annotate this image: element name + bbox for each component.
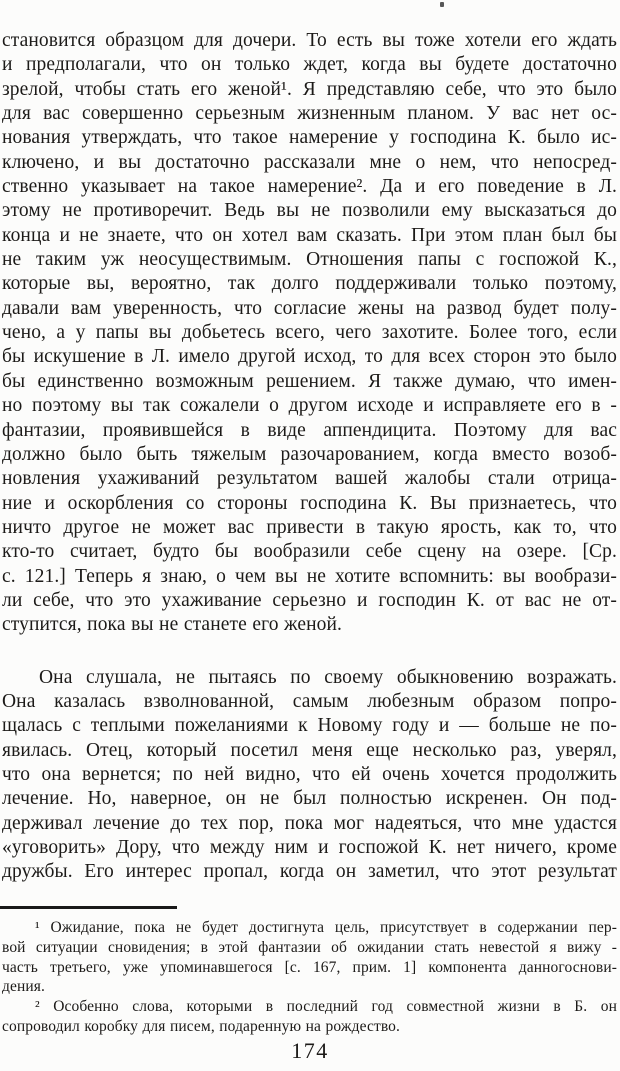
- text-line: и предполагали, что он только ждет, когда вы будете достаточно: [2, 54, 617, 76]
- text-line: конца и не знаете, что он хотел вам сказать. При этом план был бы: [2, 224, 617, 246]
- text-line: не таким уж неосуществимым. Отношения папы с госпожой К.,: [2, 249, 617, 271]
- text-line: ¹ Ожидание, пока не будет достигнута цель, присутствует в содержании пер-: [35, 919, 617, 936]
- text-line: щалась с теплыми пожеланиями к Новому году и — больше не по-: [2, 715, 617, 737]
- text-line: давали вам уверенность, что согласие жены на развод будет полу-: [2, 297, 617, 319]
- text-line: сопроводил коробку для писем, подаренную на рождество.: [2, 1017, 400, 1035]
- text-line: с. 121.] Теперь я знаю, о чем вы не хотите вспомнить: вы вообрази-: [2, 565, 617, 587]
- paragraph: [2, 666, 617, 885]
- text-line: которые вы, вероятно, так долго поддерживали только поэтому,: [2, 273, 617, 295]
- text-line: ние и оскорбления со стороны господина К. Вы признаетесь, что: [2, 492, 617, 514]
- text-line: бы искушение в Л. имело другой исход, то для всех сторон это было: [2, 346, 617, 368]
- text-line: этому не противоречит. Ведь вы не позволили ему высказаться до: [2, 200, 617, 222]
- text-line: для вас совершенно серьезным жизненным планом. У вас нет ос-: [2, 103, 617, 125]
- text-line: держивал лечение до тех пор, пока мог надеяться, что мне удастся: [2, 812, 617, 834]
- text-line: Она слушала, не пытаясь по своему обыкновению возражать.: [39, 666, 617, 688]
- text-line: лечение. Но, наверное, он не был полностью искренен. Он под-: [2, 788, 617, 810]
- text-line: нования утверждать, что такое намерение у господина К. было ис-: [2, 127, 617, 149]
- paragraph: [2, 918, 617, 997]
- page-number: 174: [291, 1038, 329, 1063]
- text-line: зрелой, чтобы стать его женой¹. Я представляю себе, что это было: [2, 78, 617, 100]
- text-line: ственно указывает на такое намерение². Да и его поведение в Л.: [2, 176, 617, 198]
- text-line: вой ситуации сновидения; в этой фантазии об ожидании стать невестой я вижу -: [2, 938, 617, 956]
- scan-artifact-speck: [440, 2, 444, 7]
- text-line: ключено, и вы достаточно рассказали мне о нем, что непосред-: [2, 151, 617, 173]
- body-text: [2, 29, 617, 885]
- text-line: дения.: [2, 978, 45, 996]
- footnotes-block: [2, 918, 617, 1037]
- text-line: но поэтому вы так сожалели о другом исходе и исправляете его в -: [2, 395, 617, 417]
- text-line: «уговорить» Дору, что между ним и госпожой К. нет ничего, кроме: [2, 837, 617, 858]
- text-line: ли себе, что это ухаживание серьезно и господин К. от вас не от-: [2, 589, 617, 611]
- paragraph: [2, 997, 617, 1037]
- text-line: дружбы. Его интерес пропал, когда он заметил, что этот результат: [2, 861, 617, 883]
- text-line: что она вернется; по ней видно, что ей очень хочется продолжить: [2, 763, 617, 785]
- text-line: фантазии, проявившейся в виде аппендицита. Поэтому для вас: [2, 419, 617, 441]
- text-line: становится образцом для дочери. То есть вы тоже хотели его ждать: [2, 30, 617, 51]
- text-line: ² Особенно слова, которыми в последний год совместной жизни в Б. он: [35, 998, 617, 1016]
- text-line: должно было быть тяжелым разочарованием, когда вместо возоб-: [2, 443, 617, 465]
- text-line: часть третьего, уже упоминавшегося [с. 167, прим. 1] компонента данногоснови-: [2, 958, 617, 976]
- text-line: ступится, пока вы не станете его женой.: [2, 614, 342, 636]
- text-line: новления ухаживаний результатом вашей жалобы стали отрица-: [2, 468, 617, 490]
- text-line: Она казалась взволнованной, самым любезным образом попро-: [2, 690, 617, 712]
- text-line: ничто другое не может вас привести в такую ярость, как то, что: [2, 516, 617, 538]
- text-line: бы единственно возможным решением. Я также думаю, что имен-: [2, 370, 617, 392]
- text-line: чено, а у папы вы добьетесь всего, чего захотите. Более того, если: [2, 322, 617, 344]
- footnote-separator: [0, 906, 177, 909]
- paragraph: [2, 29, 617, 638]
- text-line: кто-то считает, будто бы вообразили себе сцену на озере. [Ср.: [2, 541, 617, 563]
- text-line: явилась. Отец, который посетил меня еще несколько раз, уверял,: [2, 739, 617, 761]
